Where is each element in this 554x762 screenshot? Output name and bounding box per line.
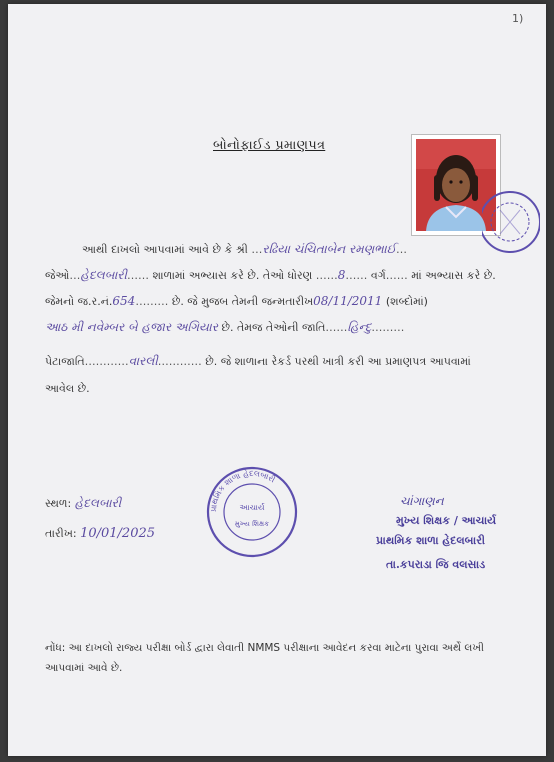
line4-mid: છે. તેમજ તેઓની જાતિ bbox=[221, 321, 326, 334]
in-words-label: (શબ્દોમાં) bbox=[385, 295, 428, 308]
line2-class: વર્ગ bbox=[370, 269, 386, 282]
date-label: તારીખ: bbox=[45, 527, 77, 540]
caste-value: હિન્દુ bbox=[347, 320, 372, 334]
certificate-page: 1) બોનોફાઈડ પ્રમાણપત્ર આથી દાખલો આપવામાં આવે છે કે શ્રી …રઢિયા ચંચિતાબેન રમણભાઈ… જેઓ…હેદલબારી…… શાળામાં અભ્યાસ કરે છે. તેઓ ધોરણ ……8…… વર્ગ…… માં અભ્યાસ કરે છે. જેમનો જ.ર.નં.654……… છે. જે મુજબ તેમની જન્મતારીખ08/11/2011 (શબ્દોમાં) આઠ મી નવેમ્બર બે હજાર અગિયાર છે. તેમજ તેઓની જાતિ……હિન્દુ……… પેટાજાતિ…………વારલી………… છે. જે શાળાના રેકર્ડ પરથી ખાત્રી કરી આ પ્રમાણપત્ર આપવામાં આવેલ છે. સ્થળ: હેદલબારી તારીખ: 10/01/2025 પ્રાથમિક શાળા હેદલબારી આચાર્ય મુખ્ય શિક્ષક ચાંગાણન મુખ્ય શિક્ષક / આચાર્ય પ્રાથમિક શાળા હેદલબારી તા.કપરાડા જિ વલસાડ નોંધ: આ દાખલો રાજ્ય પરીક્ષા બોર્ડ દ્વારા લેવાતી NMMS પરીક્ષાના આવેદન કરવા માટેના પુરાવા અર્થે લખી આપવામાં આવે છે. bbox=[8, 4, 546, 756]
signature-school: પ્રાથમિક શાળા હેદલબારી bbox=[376, 534, 486, 547]
line2-mid: શાળામાં અભ્યાસ કરે છે. તેઓ ધોરણ bbox=[152, 269, 313, 282]
school-round-stamp bbox=[204, 464, 300, 564]
school-name: હેદલબારી bbox=[80, 268, 127, 282]
stamp-inner-text: આચાર્ય bbox=[239, 503, 265, 512]
line5-suffix: છે. જે શાળાના રેકર્ડ પરથી ખાત્રી કરી આ પ્રમાણપત્ર આપવામાં bbox=[205, 355, 471, 368]
line2-suffix: માં અભ્યાસ કરે છે. bbox=[411, 269, 496, 282]
subcaste-label: પેટાજાતિ bbox=[45, 355, 85, 368]
school-seal-photo bbox=[482, 186, 540, 264]
gr-number: 654 bbox=[112, 294, 136, 308]
place-label: સ્થળ: bbox=[45, 497, 72, 510]
certificate-title: બોનોફાઈડ પ્રમાણપત્ર bbox=[213, 138, 326, 153]
line3-mid: છે. જે મુજબ તેમની જન્મતારીખ bbox=[171, 295, 314, 308]
subcaste-value: વારલી bbox=[128, 354, 158, 368]
line2-prefix: જેઓ bbox=[45, 269, 70, 282]
signature-title: મુખ્ય શિક્ષક / આચાર્ય bbox=[396, 514, 497, 527]
footer-note: નોંધ: આ દાખલો રાજ્ય પરીક્ષા બોર્ડ દ્વારા લેવાતી NMMS પરીક્ષાના આવેદન કરવા માટેના પુરાવા અર્થે લખી આપવામાં આવે છે. bbox=[45, 642, 484, 674]
place-value: હેદલબારી bbox=[74, 496, 122, 510]
line6-text: આવેલ છે. bbox=[45, 382, 90, 395]
stamp-outer-text: પ્રાથમિક શાળા હેદલબારી bbox=[208, 468, 277, 513]
signature-scribble: ચાંગાણન bbox=[400, 494, 444, 508]
stamp-bottom-text: મુખ્ય શિક્ષક bbox=[234, 520, 270, 528]
birth-date-words: આઠ મી નવેમ્બર બે હજાર અગિયાર bbox=[45, 320, 218, 334]
signature-address: તા.કપરાડા જિ વલસાડ bbox=[386, 558, 486, 571]
intro-text: આથી દાખલો આપવામાં આવે છે કે શ્રી bbox=[82, 243, 248, 256]
standard-value: 8 bbox=[337, 268, 346, 282]
gr-label: જેમનો જ.ર.નં. bbox=[45, 295, 113, 308]
page-number: 1) bbox=[512, 12, 524, 25]
birth-date: 08/11/2011 bbox=[313, 294, 383, 308]
date-value: 10/01/2025 bbox=[80, 526, 156, 541]
student-name: રઢિયા ચંચિતાબેન રમણભાઈ bbox=[262, 242, 396, 256]
